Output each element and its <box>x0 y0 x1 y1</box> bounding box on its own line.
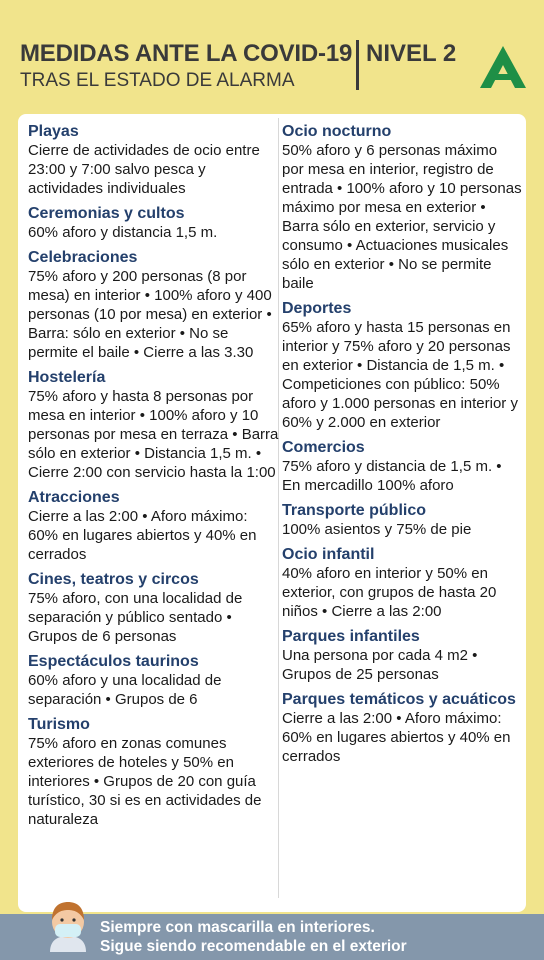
section-title: Transporte público <box>282 502 427 519</box>
section-title: Deportes <box>282 300 352 317</box>
measure-section <box>28 488 280 564</box>
section-body: Cierre a las 2:00 • Aforo máximo: 60% en lugares abiertos y 40% en cerrados <box>282 710 511 765</box>
section-body: 40% aforo en interior y 50% en exterior, con grupos de hasta 20 niños • Cierre a las 2:00 <box>282 565 497 620</box>
level-badge: NIVEL 2 <box>366 40 457 67</box>
junta-andalucia-logo-icon <box>480 46 526 88</box>
page-title: MEDIDAS ANTE LA COVID-19 <box>20 40 353 67</box>
measure-section <box>282 501 522 539</box>
measure-section <box>28 204 280 242</box>
section-title: Ocio infantil <box>282 546 375 563</box>
section-body: 75% aforo y hasta 8 personas por mesa en interior • 100% aforo y 10 personas por mesa en terraza • Barra sólo en exterior • Distancia 1,5 m. • Cierre 2:00 con servicio hasta la 1:00 <box>28 388 279 481</box>
section-title: Ocio nocturno <box>282 123 392 140</box>
measure-section <box>28 368 280 482</box>
section-title: Celebraciones <box>28 249 138 266</box>
measure-section <box>282 299 522 432</box>
section-title: Comercios <box>282 439 365 456</box>
section-body: 75% aforo y 200 personas (8 por mesa) en interior • 100% aforo y 400 personas (10 por mesa) en exterior • Barra: sólo en exterior • No se permite el baile • Cierre a las 3.30 <box>28 268 272 361</box>
measure-section <box>28 248 280 362</box>
footer-line-1: Siempre con mascarilla en interiores. <box>100 919 375 936</box>
section-body: Una persona por cada 4 m2 • Grupos de 25 personas <box>282 647 478 683</box>
page-subtitle: TRAS EL ESTADO DE ALARMA <box>20 70 295 91</box>
section-body: Cierre a las 2:00 • Aforo máximo: 60% en lugares abiertos y 40% en cerrados <box>28 508 257 563</box>
section-body: 60% aforo y distancia 1,5 m. <box>28 224 218 241</box>
measure-section <box>282 627 522 684</box>
section-body: 100% asientos y 75% de pie <box>282 521 472 538</box>
measure-section <box>28 715 280 829</box>
measure-section <box>282 545 522 621</box>
footer-line-2: Sigue siendo recomendable en el exterior <box>100 938 407 955</box>
section-title: Atracciones <box>28 489 120 506</box>
left-column <box>28 122 280 835</box>
section-body: 50% aforo y 6 personas máximo por mesa en interior, registro de entrada • 100% aforo y 10 personas máximo por mesa en exterior • Barra sólo en exterior, servicio y consumo • Actuaciones musicales sólo en exterior • No se permite baile <box>282 142 522 292</box>
section-title: Hostelería <box>28 369 106 386</box>
masked-person-icon <box>46 900 90 952</box>
header <box>0 0 544 112</box>
section-body: Cierre de actividades de ocio entre 23:00 y 7:00 salvo pesca y actividades individuales <box>28 142 260 197</box>
right-column <box>282 122 522 772</box>
footer-text <box>100 918 407 956</box>
section-body: 75% aforo y distancia de 1,5 m. • En mercadillo 100% aforo <box>282 458 502 494</box>
measure-section <box>282 122 522 293</box>
section-body: 75% aforo, con una localidad de separación y público sentado • Grupos de 6 personas <box>28 590 243 645</box>
measure-section <box>28 652 280 709</box>
section-title: Cines, teatros y circos <box>28 571 199 588</box>
measure-section <box>282 690 522 766</box>
measures-card <box>18 114 526 912</box>
section-title: Espectáculos taurinos <box>28 653 199 670</box>
section-body: 65% aforo y hasta 15 personas en interior y 75% aforo y 20 personas en exterior • Distancia de 1,5 m. • Competiciones con público: 50% aforo y 1.000 personas en interior y 60% y 2.000 en exterior <box>282 319 518 431</box>
measure-section <box>282 438 522 495</box>
section-title: Parques temáticos y acuáticos <box>282 691 516 708</box>
section-body: 75% aforo en zonas comunes exteriores de hoteles y 50% en interiores • Grupos de 20 con guía turístico, 30 si es en actividades de naturaleza <box>28 735 262 828</box>
measure-section <box>28 122 280 198</box>
section-title: Ceremonias y cultos <box>28 205 185 222</box>
measure-section <box>28 570 280 646</box>
title-divider <box>356 40 359 90</box>
section-body: 60% aforo y una localidad de separación • Grupos de 6 <box>28 672 222 708</box>
section-title: Parques infantiles <box>282 628 420 645</box>
section-title: Turismo <box>28 716 90 733</box>
section-title: Playas <box>28 123 79 140</box>
